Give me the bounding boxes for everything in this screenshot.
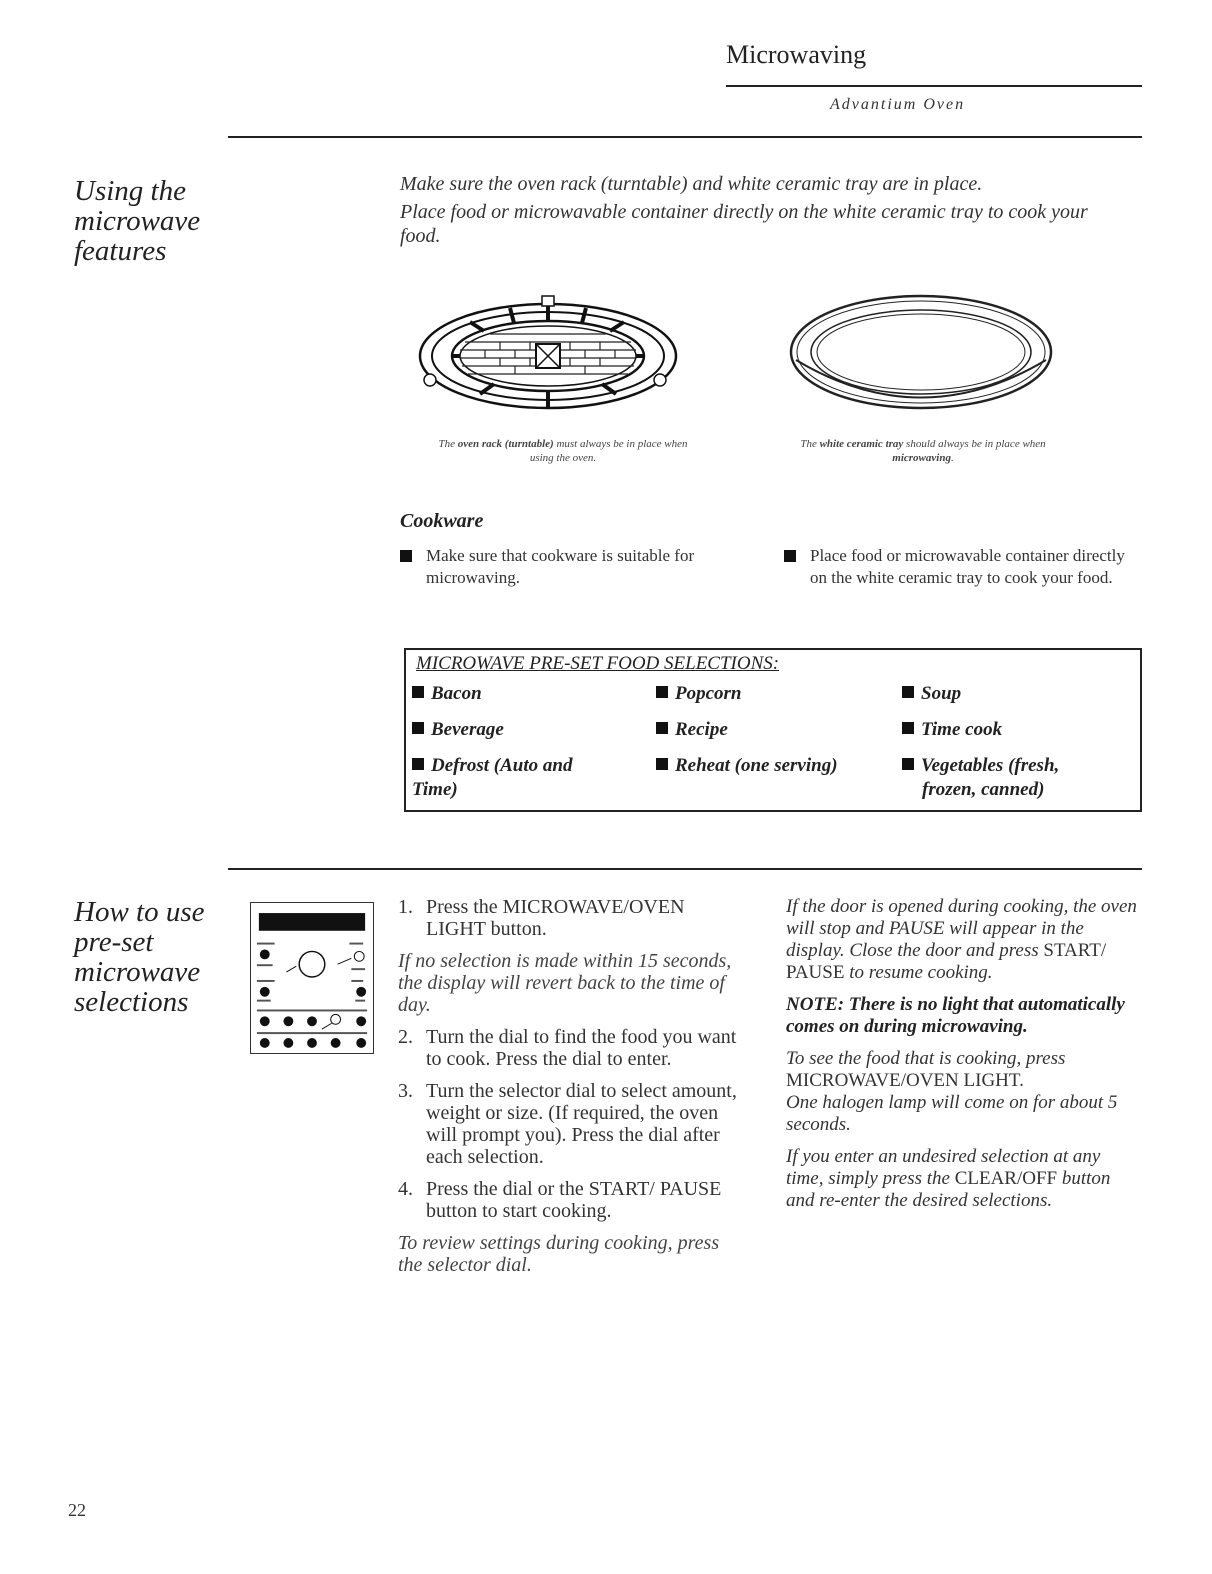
section-heading-preset-selections: How to use pre-set microwave selections bbox=[74, 896, 205, 1018]
rack-caption-pre: The bbox=[438, 438, 458, 450]
step-1 bbox=[398, 896, 748, 940]
selection-label: Reheat (one serving) bbox=[675, 755, 838, 776]
square-bullet-icon bbox=[656, 758, 668, 770]
intro-paragraph-2: Place food or microwavable container directly on the white ceramic tray to cook your food. bbox=[400, 201, 1088, 247]
square-bullet-icon bbox=[400, 550, 412, 562]
selection-time-cook bbox=[902, 718, 1002, 742]
instruction-steps bbox=[398, 896, 748, 1286]
section-heading-microwave-features: Using the microwave features bbox=[74, 175, 201, 267]
intro-text bbox=[400, 172, 1100, 252]
note-text: One halogen lamp will come on for about 5 seconds. bbox=[786, 1092, 1118, 1135]
square-bullet-icon bbox=[902, 722, 914, 734]
selection-beverage bbox=[412, 718, 504, 742]
cookware-title: Cookware bbox=[400, 510, 484, 532]
note-text: If you enter an undesired selection at any time, simply press the bbox=[786, 1146, 1101, 1189]
note-text: To see the food that is cooking, press bbox=[786, 1048, 1066, 1069]
step-number: 1. bbox=[398, 896, 413, 918]
selection-vegetables bbox=[902, 754, 1112, 802]
step-2 bbox=[398, 1026, 748, 1070]
step-number: 2. bbox=[398, 1026, 413, 1048]
tray-caption-post: . bbox=[950, 452, 954, 464]
square-bullet-icon bbox=[656, 722, 668, 734]
selection-label: Bacon bbox=[431, 683, 482, 704]
note-button-ref: CLEAR/OFF bbox=[954, 1168, 1058, 1189]
square-bullet-icon bbox=[902, 686, 914, 698]
note-button-ref: MICROWAVE/OVEN LIGHT. bbox=[786, 1070, 1024, 1091]
cookware-bullet-text: Place food or microwavable container directly on the white ceramic tray to cook your food. bbox=[810, 546, 1125, 587]
page-header-subtitle: Advantium Oven bbox=[830, 96, 966, 113]
page-number: 22 bbox=[68, 1500, 86, 1520]
selection-label: Time cook bbox=[921, 719, 1003, 740]
rack-caption bbox=[428, 437, 698, 465]
rack-caption-post: must always be in place when using the oven. bbox=[529, 438, 688, 464]
step-3 bbox=[398, 1080, 748, 1168]
selection-bacon bbox=[412, 682, 482, 706]
preset-selections-title: MICROWAVE PRE-SET FOOD SELECTIONS: bbox=[416, 653, 780, 674]
tray-caption-mid: should always be in place when bbox=[903, 438, 1046, 450]
tray-caption-bold-1: white ceramic tray bbox=[819, 438, 904, 450]
step-4 bbox=[398, 1178, 748, 1222]
selection-recipe bbox=[656, 718, 728, 742]
right-column-notes bbox=[786, 896, 1142, 1222]
header-rule bbox=[726, 85, 1142, 87]
page-header-title: Microwaving bbox=[726, 40, 867, 69]
control-panel-illustration bbox=[250, 902, 374, 1054]
note-button-ref: START/ PAUSE bbox=[786, 940, 1107, 983]
square-bullet-icon bbox=[412, 758, 424, 770]
tray-caption-pre: The bbox=[800, 438, 820, 450]
selection-label-cont: Time) bbox=[412, 779, 458, 800]
selection-label-cont: frozen, canned) bbox=[922, 779, 1045, 800]
intro-paragraph-1: Make sure the oven rack (turntable) and white ceramic tray are in place. bbox=[400, 173, 983, 195]
note-text: If the door is opened during cooking, the oven will stop and PAUSE will appear in the display. Close the door and press bbox=[786, 896, 1137, 961]
square-bullet-icon bbox=[412, 686, 424, 698]
note-text: button and re-enter the desired selections. bbox=[786, 1168, 1111, 1211]
square-bullet-icon bbox=[656, 686, 668, 698]
rack-caption-bold: oven rack (turntable) bbox=[457, 438, 554, 450]
section-divider-top bbox=[228, 136, 1142, 138]
selection-defrost bbox=[412, 754, 622, 802]
step-text: Press the MICROWAVE/OVEN LIGHT button. bbox=[426, 896, 685, 940]
cookware-bullet-2 bbox=[784, 545, 1140, 615]
selection-label: Beverage bbox=[431, 719, 504, 740]
note-door-opened bbox=[786, 896, 1142, 984]
selection-label: Soup bbox=[921, 683, 962, 704]
note-see-food bbox=[786, 1048, 1142, 1136]
note-no-light: NOTE: There is no light that automatically comes on during microwaving. bbox=[786, 994, 1125, 1037]
section-divider-middle bbox=[228, 868, 1142, 870]
step-text: Press the dial or the START/ PAUSE button to start cooking. bbox=[426, 1178, 722, 1222]
selection-label: Vegetables (fresh, bbox=[921, 755, 1060, 776]
square-bullet-icon bbox=[902, 758, 914, 770]
oven-rack-illustration bbox=[410, 284, 686, 428]
step-number: 3. bbox=[398, 1080, 413, 1102]
step-number: 4. bbox=[398, 1178, 413, 1200]
note-undesired-selection bbox=[786, 1146, 1142, 1212]
cookware-bullet-1 bbox=[400, 545, 760, 595]
note-no-selection: If no selection is made within 15 seconds, the display will revert back to the time of day. bbox=[398, 950, 732, 1016]
cookware-bullet-text: Make sure that cookware is suitable for microwaving. bbox=[426, 546, 695, 587]
selection-popcorn bbox=[656, 682, 742, 706]
step-text: Turn the selector dial to select amount, weight or size. (If required, the oven will prompt you). Press the dial after each selection. bbox=[426, 1080, 737, 1168]
square-bullet-icon bbox=[784, 550, 796, 562]
selection-label: Popcorn bbox=[675, 683, 742, 704]
note-text: to resume cooking. bbox=[844, 962, 993, 983]
note-review-settings: To review settings during cooking, press the selector dial. bbox=[398, 1232, 720, 1276]
selection-reheat bbox=[656, 754, 838, 778]
tray-caption bbox=[778, 437, 1068, 465]
selection-label: Defrost (Auto and bbox=[431, 755, 573, 776]
tray-caption-bold-2: microwaving bbox=[892, 452, 951, 464]
ceramic-tray-illustration bbox=[786, 290, 1056, 418]
preset-selections-box bbox=[404, 648, 1142, 812]
square-bullet-icon bbox=[412, 722, 424, 734]
selection-label: Recipe bbox=[675, 719, 728, 740]
step-text: Turn the dial to find the food you want to cook. Press the dial to enter. bbox=[426, 1026, 737, 1070]
selection-soup bbox=[902, 682, 961, 706]
